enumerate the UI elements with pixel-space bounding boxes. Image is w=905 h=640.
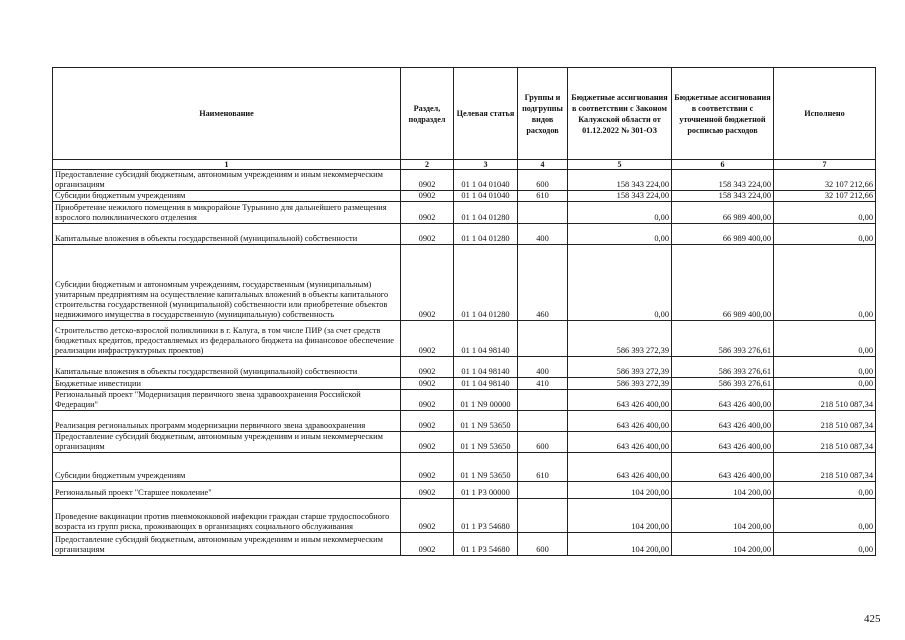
row-law-amount: 0,00	[568, 202, 672, 224]
table-row	[53, 170, 876, 191]
row-executed-amount: 32 107 212,66	[774, 191, 876, 202]
row-group: 410	[518, 378, 568, 390]
row-revised-amount: 104 200,00	[672, 482, 774, 499]
row-group: 460	[518, 245, 568, 321]
row-group	[518, 499, 568, 533]
row-executed-amount: 218 510 087,34	[774, 390, 876, 411]
row-revised-amount: 586 393 276,61	[672, 321, 774, 357]
budget-table-sheet	[52, 67, 876, 556]
page-number: 425	[864, 613, 881, 625]
row-name: Предоставление субсидий бюджетным, автономным учреждениям и иным некоммерческим организациям	[53, 533, 401, 556]
column-number-row	[53, 160, 876, 170]
table-row	[53, 499, 876, 533]
row-law-amount: 104 200,00	[568, 482, 672, 499]
row-law-amount: 586 393 272,39	[568, 378, 672, 390]
row-executed-amount: 0,00	[774, 245, 876, 321]
column-number: 5	[568, 160, 672, 170]
table-row	[53, 202, 876, 224]
row-group: 600	[518, 533, 568, 556]
row-revised-amount: 586 393 276,61	[672, 378, 774, 390]
row-law-amount: 643 426 400,00	[568, 411, 672, 432]
row-group: 600	[518, 170, 568, 191]
row-executed-amount: 0,00	[774, 482, 876, 499]
row-name: Капитальные вложения в объекты государственной (муниципальной) собственности	[53, 357, 401, 378]
row-section: 0902	[401, 432, 454, 453]
row-section: 0902	[401, 191, 454, 202]
row-executed-amount: 218 510 087,34	[774, 453, 876, 482]
header-name: Наименование	[53, 68, 401, 160]
row-section: 0902	[401, 245, 454, 321]
row-group	[518, 390, 568, 411]
row-target: 01 1 P3 54680	[454, 533, 518, 556]
row-section: 0902	[401, 411, 454, 432]
row-executed-amount: 0,00	[774, 533, 876, 556]
row-revised-amount: 643 426 400,00	[672, 453, 774, 482]
row-section: 0902	[401, 202, 454, 224]
row-executed-amount: 0,00	[774, 357, 876, 378]
row-revised-amount: 66 989 400,00	[672, 202, 774, 224]
row-group	[518, 411, 568, 432]
row-target: 01 1 04 98140	[454, 321, 518, 357]
row-name: Региональный проект "Старшее поколение"	[53, 482, 401, 499]
row-target: 01 1 04 98140	[454, 357, 518, 378]
row-law-amount: 643 426 400,00	[568, 453, 672, 482]
row-law-amount: 0,00	[568, 224, 672, 245]
row-section: 0902	[401, 378, 454, 390]
row-target: 01 1 04 98140	[454, 378, 518, 390]
row-name: Субсидии бюджетным и автономным учреждениям, государственным (муниципальным) унитарным предприятиям на осуществление капитальных вложений в объекты капитального строительства государственной (муниципальной) собственности или приобретение объектов недвижимого имущества в государственную (муниципальную) собственность	[53, 245, 401, 321]
row-revised-amount: 643 426 400,00	[672, 432, 774, 453]
row-executed-amount: 0,00	[774, 321, 876, 357]
header-target: Целевая статья	[454, 68, 518, 160]
row-target: 01 1 04 01040	[454, 191, 518, 202]
row-law-amount: 104 200,00	[568, 533, 672, 556]
row-name: Субсидии бюджетным учреждениям	[53, 191, 401, 202]
row-law-amount: 104 200,00	[568, 499, 672, 533]
row-revised-amount: 66 989 400,00	[672, 245, 774, 321]
row-group: 400	[518, 357, 568, 378]
row-target: 01 1 N9 53650	[454, 453, 518, 482]
row-target: 01 1 04 01280	[454, 224, 518, 245]
table-row	[53, 482, 876, 499]
row-target: 01 1 N9 53650	[454, 411, 518, 432]
column-number: 4	[518, 160, 568, 170]
row-target: 01 1 04 01040	[454, 170, 518, 191]
row-executed-amount: 0,00	[774, 224, 876, 245]
row-target: 01 1 P3 00000	[454, 482, 518, 499]
row-law-amount: 643 426 400,00	[568, 390, 672, 411]
budget-table	[52, 67, 876, 556]
row-law-amount: 158 343 224,00	[568, 170, 672, 191]
table-row	[53, 245, 876, 321]
row-target: 01 1 N9 53650	[454, 432, 518, 453]
table-row	[53, 321, 876, 357]
row-name: Предоставление субсидий бюджетным, автономным учреждениям и иным некоммерческим организациям	[53, 432, 401, 453]
row-revised-amount: 586 393 276,61	[672, 357, 774, 378]
row-target: 01 1 N9 00000	[454, 390, 518, 411]
row-law-amount: 586 393 272,39	[568, 321, 672, 357]
row-revised-amount: 643 426 400,00	[672, 411, 774, 432]
column-number: 7	[774, 160, 876, 170]
row-group: 610	[518, 191, 568, 202]
row-group	[518, 202, 568, 224]
row-group: 400	[518, 224, 568, 245]
header-section: Раздел, подраздел	[401, 68, 454, 160]
table-row	[53, 390, 876, 411]
row-section: 0902	[401, 357, 454, 378]
row-name: Строительство детско-взрослой поликлиники в г. Калуга, в том числе ПИР (за счет средств бюджетных кредитов, предоставляемых из федерального бюджета на финансовое обеспечение реализации инфраструктурных проектов)	[53, 321, 401, 357]
row-section: 0902	[401, 390, 454, 411]
header-groups: Группы и подгруппы видов расходов	[518, 68, 568, 160]
column-number: 6	[672, 160, 774, 170]
row-executed-amount: 0,00	[774, 378, 876, 390]
row-revised-amount: 158 343 224,00	[672, 170, 774, 191]
row-executed-amount: 218 510 087,34	[774, 411, 876, 432]
row-section: 0902	[401, 482, 454, 499]
row-law-amount: 643 426 400,00	[568, 432, 672, 453]
table-row	[53, 533, 876, 556]
row-section: 0902	[401, 499, 454, 533]
row-section: 0902	[401, 453, 454, 482]
row-law-amount: 0,00	[568, 245, 672, 321]
table-row	[53, 378, 876, 390]
row-revised-amount: 104 200,00	[672, 533, 774, 556]
row-group	[518, 321, 568, 357]
column-number: 2	[401, 160, 454, 170]
row-executed-amount: 32 107 212,66	[774, 170, 876, 191]
row-revised-amount: 104 200,00	[672, 499, 774, 533]
row-name: Капитальные вложения в объекты государственной (муниципальной) собственности	[53, 224, 401, 245]
row-section: 0902	[401, 321, 454, 357]
row-name: Предоставление субсидий бюджетным, автономным учреждениям и иным некоммерческим организациям	[53, 170, 401, 191]
row-name: Субсидии бюджетным учреждениям	[53, 453, 401, 482]
table-row	[53, 432, 876, 453]
row-group: 600	[518, 432, 568, 453]
column-number: 3	[454, 160, 518, 170]
header-revised: Бюджетные ассигнования в соответствии с уточненной бюджетной росписью расходов	[672, 68, 774, 160]
row-name: Региональный проект "Модернизация первичного звена здравоохранения Российской Федерации"	[53, 390, 401, 411]
table-row	[53, 453, 876, 482]
table-row	[53, 357, 876, 378]
column-number: 1	[53, 160, 401, 170]
row-executed-amount: 0,00	[774, 202, 876, 224]
row-name: Реализация региональных программ модернизации первичного звена здравоохранения	[53, 411, 401, 432]
row-section: 0902	[401, 224, 454, 245]
row-revised-amount: 643 426 400,00	[672, 390, 774, 411]
row-target: 01 1 04 01280	[454, 202, 518, 224]
table-row	[53, 411, 876, 432]
row-group	[518, 482, 568, 499]
row-executed-amount: 218 510 087,34	[774, 432, 876, 453]
table-row	[53, 224, 876, 245]
header-executed: Исполнено	[774, 68, 876, 160]
row-section: 0902	[401, 533, 454, 556]
table-row	[53, 191, 876, 202]
row-group: 610	[518, 453, 568, 482]
row-law-amount: 586 393 272,39	[568, 357, 672, 378]
row-name: Проведение вакцинации против пневмококковой инфекции граждан старше трудоспособного возраста из групп риска, проживающих в организациях социального обслуживания	[53, 499, 401, 533]
header-law: Бюджетные ассигнования в соответствии с Законом Калужской области от 01.12.2022 № 301-ОЗ	[568, 68, 672, 160]
row-section: 0902	[401, 170, 454, 191]
row-target: 01 1 P3 54680	[454, 499, 518, 533]
row-revised-amount: 66 989 400,00	[672, 224, 774, 245]
row-revised-amount: 158 343 224,00	[672, 191, 774, 202]
row-name: Бюджетные инвестиции	[53, 378, 401, 390]
row-executed-amount: 0,00	[774, 499, 876, 533]
row-law-amount: 158 343 224,00	[568, 191, 672, 202]
row-target: 01 1 04 01280	[454, 245, 518, 321]
row-name: Приобретение нежилого помещения в микрорайоне Турынино для дальнейшего размещения взрослого поликлинического отделения	[53, 202, 401, 224]
